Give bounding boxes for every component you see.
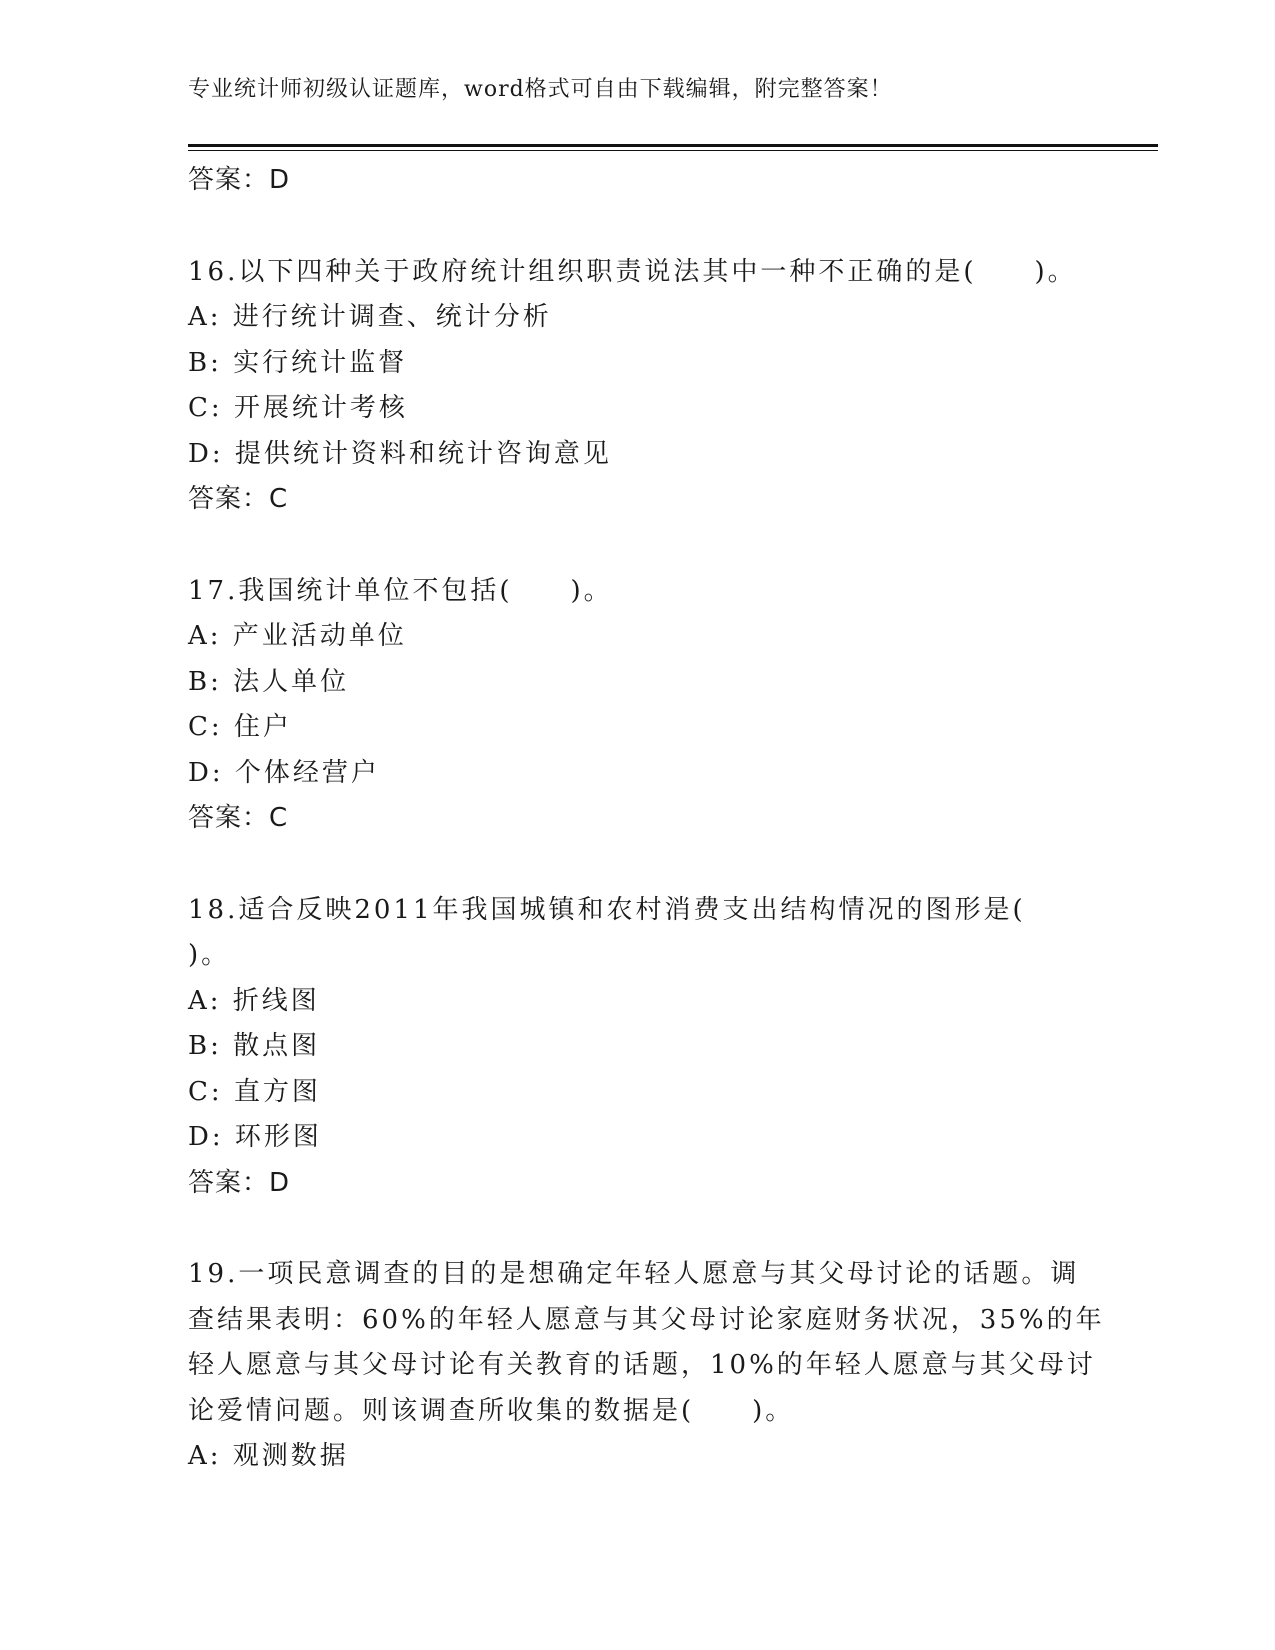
option-c: C: 直方图 (188, 1076, 321, 1107)
question-stem-line: 轻人愿意与其父母讨论有关教育的话题，10%的年轻人愿意与其父母讨 (188, 1350, 1096, 1380)
question-16 (188, 250, 1088, 523)
question-stem: 16.以下四种关于政府统计组织职责说法其中一种不正确的是( )。 (188, 256, 1077, 287)
question-stem-line: 18.适合反映2011年我国城镇和农村消费支出结构情况的图形是( (188, 894, 1026, 925)
answer: 答案：D (188, 1167, 291, 1198)
spacer (188, 1206, 1088, 1252)
option-c: C: 开展统计考核 (188, 393, 408, 423)
option-c: C: 住户 (188, 712, 292, 742)
option-a: A: 观测数据 (188, 1441, 349, 1471)
question-17 (188, 569, 1088, 842)
spacer (188, 842, 1088, 888)
spacer (188, 204, 1088, 250)
question-19 (188, 1252, 1105, 1480)
header-rule-thin (188, 150, 1158, 151)
question-stem-line: )。 (188, 940, 231, 970)
option-a: A: 进行统计调查、统计分析 (188, 302, 552, 332)
spacer (188, 523, 1088, 569)
question-stem: 17.我国统计单位不包括( )。 (188, 575, 613, 606)
option-a: A: 折线图 (188, 985, 320, 1016)
previous-answer: 答案：D (188, 165, 291, 195)
question-stem-line: 论爱情问题。则该调查所收集的数据是( )。 (188, 1395, 795, 1426)
page-header: 专业统计师初级认证题库，word格式可自由下载编辑，附完整答案！ (188, 77, 893, 102)
question-stem-line: 查结果表明：60%的年轻人愿意与其父母讨论家庭财务状况，35%的年 (188, 1304, 1105, 1335)
option-d: D: 环形图 (188, 1122, 322, 1152)
document-content (188, 158, 1105, 1480)
question-18 (188, 888, 1088, 1207)
option-a: A: 产业活动单位 (188, 621, 407, 651)
answer: 答案：C (188, 484, 289, 514)
answer: 答案：C (188, 803, 289, 833)
question-stem-line: 19.一项民意调查的目的是想确定年轻人愿意与其父母讨论的话题。调 (188, 1259, 1080, 1289)
option-b: B: 法人单位 (188, 666, 350, 697)
header-rule-thick (188, 144, 1158, 147)
option-d: D: 提供统计资料和统计咨询意见 (188, 438, 612, 469)
option-b: B: 实行统计监督 (188, 347, 408, 378)
option-d: D: 个体经营户 (188, 757, 380, 788)
option-b: B: 散点图 (188, 1031, 321, 1061)
